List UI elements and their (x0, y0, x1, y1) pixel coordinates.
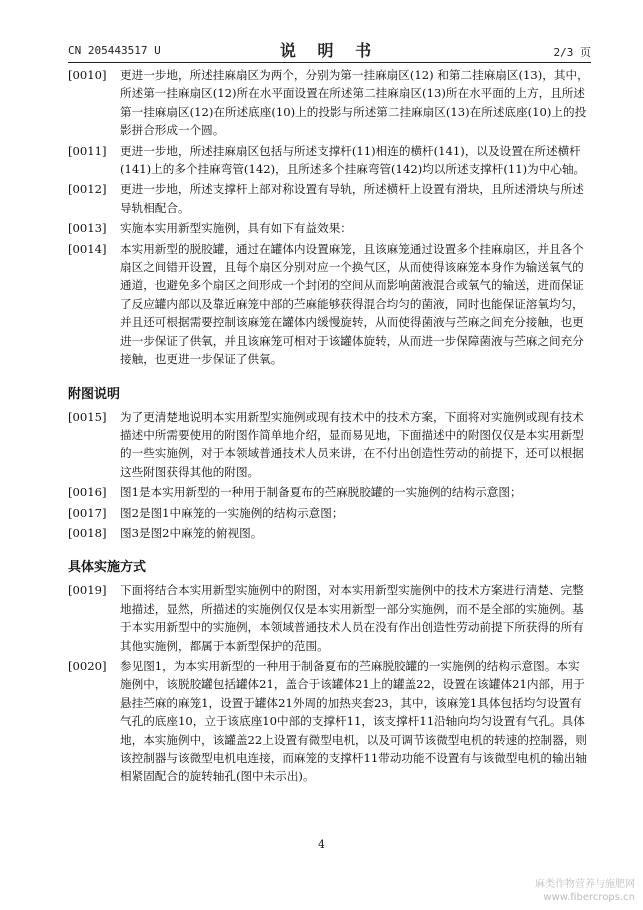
page-number: 4 (318, 838, 325, 851)
paragraph (68, 142, 591, 179)
paragraph-text: 图2是图1中麻笼的一实施例的结构示意图； (120, 505, 344, 520)
paragraph-number: [0020] (68, 658, 107, 673)
document-title: 说 明 书 (279, 41, 380, 60)
paragraph-text: 为了更清楚地说明本实用新型实施例或现有技术中的技术方案，下面将对实施例或现有技术描述中所需要使用的附图作简单地介绍，显而易见地，下面描述中的附图仅仅是本实用新型的一些实施例，对于本领域普通技术人员来讲，在不付出创造性劳动的前提下，还可以根据这些附图获得其他的附图。 (120, 409, 584, 479)
paragraph-text: 本实用新型的脱胶罐，通过在罐体内设置麻笼，且该麻笼通过设置多个挂麻扇区，并且各个扇区之间错开设置，且每个扇区分别对应一个换气区，从而使得该麻笼本身作为输送氧气的通道，也避免多个扇区之间形成一个封闭的空间从而影响菌液混合或氧气的输送，进而保证了反应罐内部以及靠近麻笼中部的苎麻能够获得混合均匀的菌液，同时也能保证溶氧均匀，并且还可根据需要控制该麻笼在罐体内缓慢旋转，从而使得菌液与苎麻之间充分接触，也更进一步保证了供氧，并且该麻笼可相对于该罐体旋转，从而进一步保障菌液与苎麻之间充分接触，也更进一步保证了供氧。 (120, 241, 584, 367)
paragraph-number: [0015] (68, 409, 107, 424)
paragraph (68, 657, 591, 786)
paragraph-text: 参见图1，为本实用新型的一种用于制备夏布的苎麻脱胶罐的一实施例的结构示意图。本实施例中，该脱胶罐包括罐体21，盖合于该罐体21上的罐盖22，设置在该罐体21内部，用于悬挂苎麻的麻笼1，设置于罐体21外周的加热夹套23，其中，该麻笼1具体包括均匀设置有气孔的底座10，立于该底座10中部的支撑杆11，该支撑杆11沿轴向均匀设置有气孔。具体地，本实施例中，该罐盖22上设置有微型电机，以及可调节该微型电机的转速的控制器，则该控制器与该微型电机电连接，而麻笼的支撑杆11带动功能不设置有与该微型电机的输出轴相紧固配合的旋转轴孔(图中未示出)。 (120, 658, 587, 784)
paragraph (68, 524, 591, 542)
paragraph-number: [0011] (68, 143, 107, 158)
paragraph (68, 66, 591, 140)
paragraph (68, 483, 591, 501)
paragraph-number: [0016] (68, 485, 107, 500)
paragraph-text: 图1是本实用新型的一种用于制备夏布的苎麻脱胶罐的一实施例的结构示意图； (120, 485, 522, 500)
paragraph-text: 更进一步地，所述挂麻扇区为两个，分别为第一挂麻扇区(12) 和第二挂麻扇区(13)，其中，所述第一挂麻扇区(12)所在水平面设置在所述第二挂麻扇区(13)所在水平面的上方，且所述第一挂麻扇区(12)在所述底座(10)上的投影与所述第二挂麻扇区(13)在所述底座(10)上的投影拼合形成一个圆。 (120, 68, 589, 138)
paragraph-number: [0019] (68, 583, 107, 598)
paragraph-number: [0010] (68, 68, 107, 82)
paragraph-text: 更进一步地，所述挂麻扇区包括与所述支撑杆(11)相连的横杆(141)，以及设置在所述横杆(141)上的多个挂麻弯管(142)，且所述多个挂麻弯管(142)均以所述支撑杆(11)为中心轴。 (120, 143, 586, 177)
paragraph-text: 下面将结合本实用新型实施例中的附图，对本实用新型实施例中的技术方案进行清楚、完整地描述，显然，所描述的实施例仅仅是本实用新型一部分实施例，而不是全部的实施例。基于本实用新型中的实施例，本领域普通技术人员在没有作出创造性劳动前提下所获得的所有其他实施例，都属于本新型保护的范围。 (120, 583, 584, 653)
paragraph-number: [0017] (68, 505, 107, 520)
section-heading-implementation: 具体实施方式 (68, 560, 147, 576)
watermark (535, 878, 635, 904)
paragraph (68, 180, 591, 217)
paragraph (68, 504, 591, 522)
paragraph-group-implementation (68, 581, 591, 785)
paragraph-number: [0018] (68, 525, 107, 540)
publication-number: CN 205443517 U (68, 44, 161, 57)
section-heading-figures: 附图说明 (68, 386, 121, 402)
watermark-line-1: 麻类作物营养与施肥网 (535, 879, 635, 890)
paragraph-number: [0013] (68, 221, 107, 236)
paragraph-text: 实施本实用新型实施例，具有如下有益效果： (120, 221, 352, 236)
watermark-line-2: www.fibercrops.cn (543, 892, 635, 903)
paragraph-group-figures (68, 408, 591, 543)
page-indicator: 2/3 页 (553, 46, 591, 59)
paragraph-text: 图3是图2中麻笼的俯视图。 (120, 525, 263, 540)
paragraph (68, 240, 591, 369)
paragraph (68, 219, 591, 237)
page-header (68, 38, 591, 63)
paragraph-group-top (68, 66, 591, 369)
paragraph-number: [0012] (68, 182, 107, 197)
paragraph-text: 更进一步地，所述支撑杆上部对称设置有导轨，所述横杆上设置有滑块，且所述滑块与所述导轨相配合。 (120, 182, 584, 215)
paragraph (68, 408, 591, 482)
document-body (68, 66, 591, 788)
paragraph (68, 581, 591, 655)
paragraph-number: [0014] (68, 241, 107, 256)
